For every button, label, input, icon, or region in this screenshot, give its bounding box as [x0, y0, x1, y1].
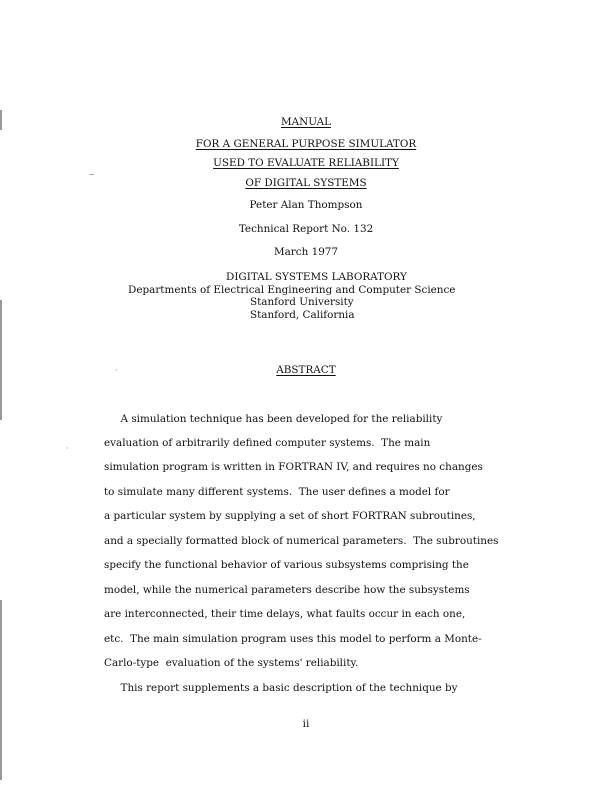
report-date: March 1977: [273, 246, 339, 258]
scan-edge-mark: [0, 300, 2, 420]
title-line-4: OF DIGITAL SYSTEMS: [245, 177, 367, 189]
abstract-line: A simulation technique has been developed for the reliability: [104, 413, 443, 425]
abstract-line: and a specially formatted block of numerical parameters. The subroutines: [104, 535, 499, 547]
abstract-line: evaluation of arbitrarily defined computer systems. The main: [104, 437, 431, 449]
scan-speck: ~: [88, 170, 95, 179]
abstract-line: a particular system by supplying a set of short FORTRAN subroutines,: [104, 510, 476, 522]
university: Stanford University: [250, 296, 354, 308]
location: Stanford, California: [250, 309, 355, 321]
abstract-heading: ABSTRACT: [276, 364, 336, 376]
abstract-line: etc. The main simulation program uses this model to perform a Monte-: [104, 633, 482, 645]
abstract-line: simulation program is written in FORTRAN IV, and requires no changes: [104, 461, 483, 473]
abstract-line: to simulate many different systems. The user defines a model for: [104, 486, 450, 498]
report-number: Technical Report No. 132: [238, 223, 374, 235]
author: Peter Alan Thompson: [249, 199, 363, 211]
abstract-line: This report supplements a basic description of the technique by: [104, 682, 458, 694]
scan-edge-mark: [0, 600, 2, 780]
title-line-1: MANUAL: [280, 116, 332, 128]
title-line-2: FOR A GENERAL PURPOSE SIMULATOR: [195, 138, 417, 150]
page-number: ii: [302, 718, 310, 730]
abstract-line: Carlo-type evaluation of the systems' reliability.: [104, 657, 359, 669]
scan-speck: ·: [66, 444, 69, 453]
departments: Departments of Electrical Engineering and Computer Science: [128, 284, 456, 296]
title-line-3: USED TO EVALUATE RELIABILITY: [213, 157, 399, 169]
scan-speck: ·: [115, 366, 118, 375]
abstract-line: are interconnected, their time delays, what faults occur in each one,: [104, 608, 466, 620]
abstract-line: model, while the numerical parameters describe how the subsystems: [104, 584, 470, 596]
lab-name: DIGITAL SYSTEMS LABORATORY: [226, 271, 407, 283]
abstract-line: specify the functional behavior of various subsystems comprising the: [104, 559, 469, 571]
